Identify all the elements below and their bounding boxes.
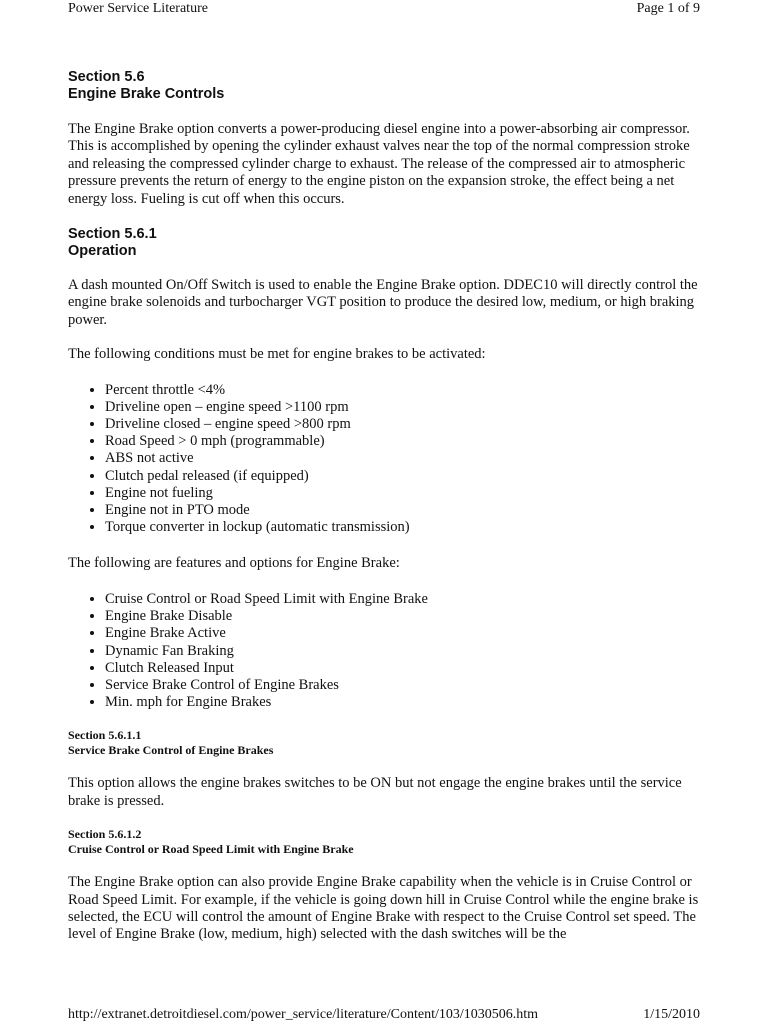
section-5-6-1-2-number: Section 5.6.1.2 bbox=[68, 827, 142, 842]
service-brake-paragraph: This option allows the engine brakes switches to be ON but not engage the engine brakes until the service brake is pressed. bbox=[68, 775, 682, 809]
section-5-6-1-1-title: Service Brake Control of Engine Brakes bbox=[68, 742, 274, 757]
section-5-6-1-2-title: Cruise Control or Road Speed Limit with Engine Brake bbox=[68, 841, 354, 856]
section-5-6-number: Section 5.6 bbox=[68, 69, 145, 85]
page-header bbox=[68, 0, 700, 18]
list-item: • Clutch pedal released (if equipped) bbox=[105, 468, 708, 485]
document-body bbox=[68, 69, 708, 944]
section-5-6-1-title: Operation bbox=[68, 243, 137, 260]
conditions-intro: The following conditions must be met for engine brakes to be activated: bbox=[68, 346, 486, 363]
header-title: Power Service Literature bbox=[68, 1, 208, 16]
list-item: • Engine Brake Disable bbox=[105, 608, 708, 625]
list-item: • Dynamic Fan Braking bbox=[105, 643, 708, 660]
list-item: • Service Brake Control of Engine Brakes bbox=[105, 677, 708, 694]
page-footer bbox=[68, 1006, 700, 1024]
list-item: • Percent throttle <4% bbox=[105, 382, 708, 399]
list-item: • Road Speed > 0 mph (programmable) bbox=[105, 433, 708, 450]
cruise-control-paragraph: The Engine Brake option can also provide Engine Brake capability when the vehicle is in Cruise Control or Road Speed Limit. For example, if the vehicle is going down hill in Cruise Control while the engine brake is selected, the ECU will control the amount of Engine Brake with respect to the Cruise Control set speed. The level of Engine Brake (low, medium, high) selected with the dash switches will be the bbox=[68, 874, 699, 943]
operation-paragraph: A dash mounted On/Off Switch is used to enable the Engine Brake option. DDEC10 will directly control the engine brake solenoids and turbocharger VGT position to produce the desired low, medium, or high braking power. bbox=[68, 277, 698, 328]
footer-url: http://extranet.detroitdiesel.com/power_service/literature/Content/103/1030506.htm bbox=[68, 1007, 539, 1022]
list-item: • ABS not active bbox=[105, 450, 708, 467]
list-item: • Engine Brake Active bbox=[105, 625, 708, 642]
section-5-6-1-1-number: Section 5.6.1.1 bbox=[68, 728, 142, 743]
list-item: • Engine not fueling bbox=[105, 485, 708, 502]
section-5-6-intro: The Engine Brake option converts a power-producing diesel engine into a power-absorbing air compressor. This is accomplished by opening the cylinder exhaust valves near the top of the normal compression stroke and releasing the compressed cylinder charge to exhaust. The release of the compressed air to atmospheric pressure prevents the return of energy to the engine piston on the expansion stroke, the effect being a net energy loss. Fueling is cut off when this occurs. bbox=[68, 121, 690, 207]
conditions-list bbox=[68, 382, 708, 537]
section-5-6-title: Engine Brake Controls bbox=[68, 86, 225, 102]
page-number: Page 1 of 9 bbox=[636, 1, 700, 16]
list-item: • Engine not in PTO mode bbox=[105, 502, 708, 519]
list-item: • Driveline closed – engine speed >800 rpm bbox=[105, 416, 708, 433]
list-item: • Clutch Released Input bbox=[105, 660, 708, 677]
section-5-6-1-number: Section 5.6.1 bbox=[68, 226, 157, 243]
list-item: • Cruise Control or Road Speed Limit with Engine Brake bbox=[105, 591, 708, 608]
features-intro: The following are features and options for Engine Brake: bbox=[68, 555, 400, 572]
list-item: • Torque converter in lockup (automatic transmission) bbox=[105, 519, 708, 536]
list-item: • Min. mph for Engine Brakes bbox=[105, 694, 708, 711]
footer-date: 1/15/2010 bbox=[643, 1007, 700, 1022]
list-item: • Driveline open – engine speed >1100 rpm bbox=[105, 399, 708, 416]
features-list bbox=[68, 591, 708, 711]
